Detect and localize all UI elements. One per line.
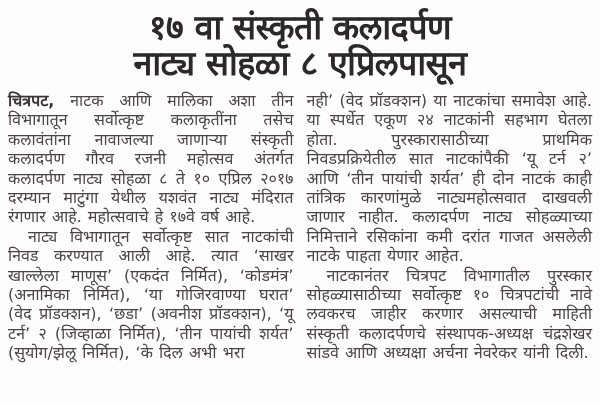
headline-line-2: नाट्य सोहळा ८ एप्रिलपासून (133, 44, 467, 84)
paragraph-lead (8, 91, 294, 227)
lead-word: चित्रपट, (8, 91, 55, 110)
article-body (0, 91, 600, 363)
article-column-left (8, 91, 294, 363)
paragraph-film-awards: नाटकानंतर चित्रपट विभागातील पुरस्कार सोहळ्यासाठीच्या सर्वोत्कृष्ट १० चित्रपटांची नावे लवकरच जाहीर करणार असल्याची माहिती संस्कृती कलादर्पणचे संस्थापक-अध्यक्ष चंद्रशेखर सांडवे आणि अध्यक्षा अर्चना नेवरेकर यांनी दिली. (306, 265, 592, 363)
paragraph-selected-plays: नाट्य विभागातून सर्वोत्कृष्ट सात नाटकांची निवड करण्यात आली आहे. त्यात ‘साखर खाल्लेला माणूस’ (एकदंत निर्मित), ‘कोडमंत्र’ (अनामिका निर्मित), ‘या गोजिरवाण्या घरात’ (वेद प्रॉडक्शन), ‘छडा’ (अवनीश प्रॉडक्शन), ‘यू टर्न’ २ (जिव्हाळा निर्मित), ‘तीन पायांची शर्यत’ (सुयोग/झेलू निर्मित), ‘के दिल अभी भरा (8, 226, 294, 363)
paragraph-plays-continued: नही’ (वेद प्रॉडक्शन) या नाटकांचा समावेश आहे. या स्पर्धेत एकूण २४ नाटकांनी सहभाग घेतला होता. पुरस्कारासाठीच्या प्राथमिक निवडप्रक्रियेतील सात नाटकांपैकी ‘यू टर्न २’ आणि ‘तीन पायांची शर्यत’ ही दोन नाटकं काही तांत्रिक कारणांमुळे नाट्यमहोत्सवात दाखवली जाणार नाहीत. कलादर्पण नाट्य सोहळ्याच्या निमित्ताने रसिकांना कमी दरांत गाजत असलेली नाटके पाहता येणार आहेत. (306, 91, 592, 266)
paragraph-lead-text: नाटक आणि मालिका अशा तीन विभागातून सर्वोत्कृष्ट कलाकृतींना तसेच कलावंतांना नावाजल्या जाणाऱ्या संस्कृती कलादर्पण गौरव रजनी महोत्सव अंतर्गत कलादर्पण नाट्य सोहळा ८ ते १० एप्रिल २०१७ दरम्यान माटुंगा येथील यशवंत नाट्य मंदिरात रंगणार आहे. महोत्सवाचे हे १७वे वर्ष आहे. (8, 91, 294, 227)
article-column-right (307, 91, 593, 363)
headline (20, 10, 580, 82)
headline-line-1: १७ वा संस्कृती कलादर्पण (148, 8, 452, 48)
